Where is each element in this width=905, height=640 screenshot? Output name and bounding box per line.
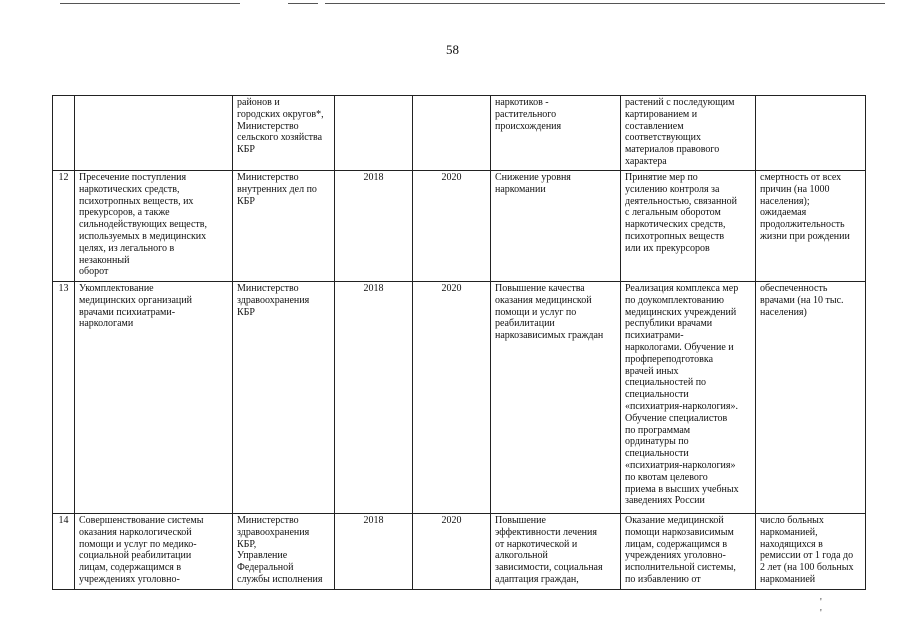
indicator-cell: смертность от всех причин (на 1000 населения); ожидаемая продолжительность жизни при рождении bbox=[756, 171, 866, 282]
scan-marks: ' ' bbox=[820, 597, 852, 619]
indicator-cell: обеспеченность врачами (на 10 тыс. населения) bbox=[756, 282, 866, 514]
table-row bbox=[53, 96, 866, 171]
program-measures-table bbox=[52, 95, 866, 590]
start-year-cell bbox=[335, 96, 413, 171]
content-cell: Принятие мер по усилению контроля за деятельностью, связанной с легальным оборотом наркотических средств, психотропных веществ или их прекурсоров bbox=[621, 171, 756, 282]
table-row bbox=[53, 282, 866, 514]
executor-cell: Министерство здравоохранения КБР, Управление Федеральной службы исполнения bbox=[233, 514, 335, 590]
result-cell: Повышение качества оказания медицинской помощи и услуг по реабилитации наркозависимых граждан bbox=[491, 282, 621, 514]
row-number-cell: 14 bbox=[53, 514, 75, 590]
result-cell: наркотиков - растительного происхождения bbox=[491, 96, 621, 171]
scan-top-line-right bbox=[325, 3, 885, 4]
content-cell: растений с последующим картированием и составлением соответствующих материалов правового характера bbox=[621, 96, 756, 171]
table-row bbox=[53, 171, 866, 282]
executor-cell: Министерство внутренних дел по КБР bbox=[233, 171, 335, 282]
end-year-cell: 2020 bbox=[413, 171, 491, 282]
executor-cell: районов и городских округов*, Министерство сельского хозяйства КБР bbox=[233, 96, 335, 171]
result-cell: Повышение эффективности лечения от наркотической и алкогольной зависимости, социальная адаптация граждан, bbox=[491, 514, 621, 590]
indicator-cell bbox=[756, 96, 866, 171]
measure-cell: Укомплектование медицинских организаций врачами психиатрами- наркологами bbox=[75, 282, 233, 514]
row-number-cell: 12 bbox=[53, 171, 75, 282]
table-row bbox=[53, 514, 866, 590]
start-year-cell: 2018 bbox=[335, 282, 413, 514]
scan-top-line-left bbox=[60, 3, 240, 4]
row-number-cell: 13 bbox=[53, 282, 75, 514]
measure-cell bbox=[75, 96, 233, 171]
executor-cell: Министерство здравоохранения КБР bbox=[233, 282, 335, 514]
measure-cell: Совершенствование системы оказания наркологической помощи и услуг по медико- социальной реабилитации лицам, содержащимся в учреждениях уголовно- bbox=[75, 514, 233, 590]
row-number-cell bbox=[53, 96, 75, 171]
start-year-cell: 2018 bbox=[335, 514, 413, 590]
content-cell: Оказание медицинской помощи наркозависимым лицам, содержащимся в учреждениях уголовно- исполнительной системы, по избавлению от bbox=[621, 514, 756, 590]
start-year-cell: 2018 bbox=[335, 171, 413, 282]
end-year-cell: 2020 bbox=[413, 282, 491, 514]
indicator-cell: число больных наркоманией, находящихся в ремиссии от 1 года до 2 лет (на 100 больных наркоманией bbox=[756, 514, 866, 590]
end-year-cell bbox=[413, 96, 491, 171]
result-cell: Снижение уровня наркомании bbox=[491, 171, 621, 282]
scan-top-line-mid bbox=[288, 3, 318, 4]
measure-cell: Пресечение поступления наркотических средств, психотропных веществ, их прекурсоров, а также сильнодействующих веществ, используемых в медицинских целях, из легального в незаконный оборот bbox=[75, 171, 233, 282]
page-number: 58 bbox=[446, 42, 459, 57]
content-cell: Реализация комплекса мер по доукомплектованию медицинских учреждений республики врачами психиатрами- наркологами. Обучение и профпереподготовка врачей иных специальностей по специальности «психиатрия-наркология». Обучение специалистов по программам ординатуры по специальности «психиатрия-наркология» по квотам целевого приема в высших учебных заведениях России bbox=[621, 282, 756, 514]
end-year-cell: 2020 bbox=[413, 514, 491, 590]
